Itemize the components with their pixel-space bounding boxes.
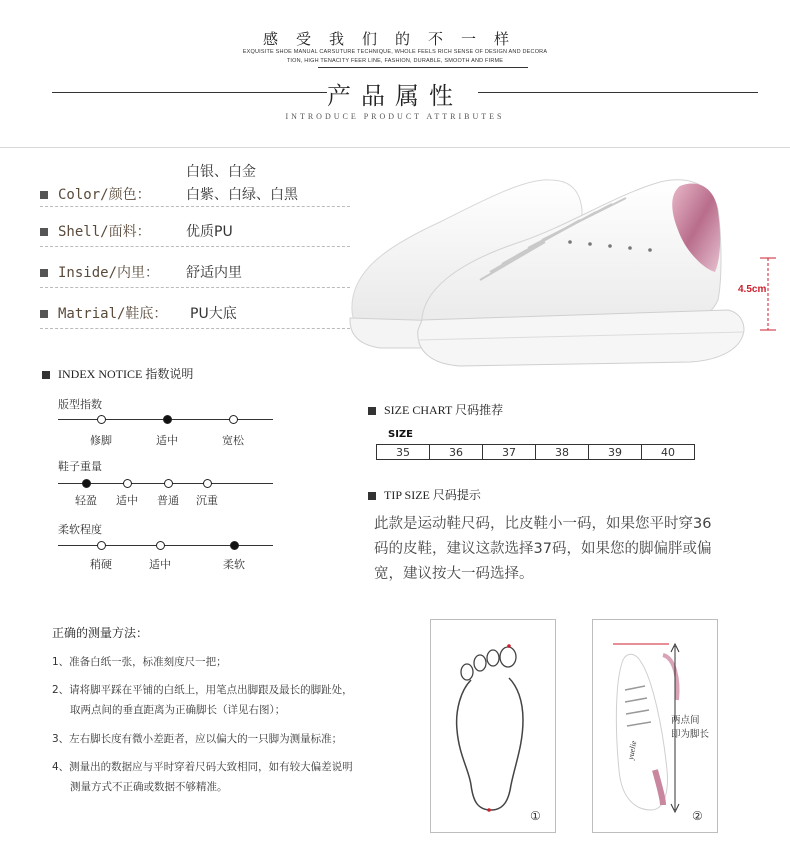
index-weight-option-1: 轻盈 — [75, 494, 97, 507]
figure-2-note-line2: 即为脚长 — [671, 729, 710, 740]
attr-color-value: 白紫、白绿、白黑 — [186, 187, 298, 203]
tip-size-title-text: TIP SIZE 尺码提示 — [384, 488, 481, 502]
index-softness-scale — [58, 545, 273, 546]
measurement-step-4-cont: 测量方式不正确或数据不够精准。 — [70, 781, 228, 793]
index-softness-option-3: 柔软 — [223, 558, 245, 571]
bullet-square — [40, 228, 48, 236]
index-fit-option-3: 宽松 — [222, 434, 244, 447]
dashed-divider — [40, 287, 350, 288]
tip-size-text: 此款是运动鞋尺码，比皮鞋小一码，如果您平时穿36码的皮鞋，建议这款选择37码，如果您的脚偏胖或偏宽，建议按大一码选择。 — [374, 516, 712, 582]
figure-2-number: ② — [692, 809, 703, 823]
attr-sole-label: Matrial/鞋底： — [58, 306, 168, 322]
heel-point — [487, 808, 491, 812]
index-weight-option-4: 沉重 — [196, 494, 218, 507]
slogan-cn: 感受我们的不一样 — [262, 30, 527, 48]
measurement-step-4: 4、测量出的数据应与平时穿着尺码大致相同，如有较大偏差说明 — [52, 761, 353, 773]
measurement-title: 正确的测量方法： — [52, 626, 149, 640]
height-label: 4.5cm — [738, 284, 767, 295]
foot-measure-figure — [430, 619, 556, 833]
size-cell: 40 — [642, 445, 695, 460]
toe-point — [507, 644, 511, 648]
bullet-square — [40, 191, 48, 199]
index-fit-option-2: 适中 — [156, 434, 178, 447]
shoe-measure-figure — [592, 619, 718, 833]
size-cell: 35 — [377, 445, 430, 460]
index-softness-dot-1 — [97, 541, 106, 550]
index-weight-dot-3 — [164, 479, 173, 488]
measurement-step-3: 3、左右脚长度有微小差距者，应以偏大的一只脚为测量标准； — [52, 733, 343, 745]
index-weight-option-3: 普通 — [157, 494, 179, 507]
index-fit-dot-1 — [97, 415, 106, 424]
slogan-en-line2: TION, HIGH TENACITY FEER LINE, FASHION, DURABLE, SMOOTH AND FIRME — [286, 58, 504, 64]
divider — [0, 147, 790, 148]
size-table — [376, 444, 695, 460]
slogan-en-line1: EXQUISITE SHOE MANUAL CARSUTURE TECHNIQUE, WHOLE FEELS RICH SENSE OF DESIGN AND DECORA — [242, 49, 548, 55]
index-softness-dot-2 — [156, 541, 165, 550]
bullet-square — [368, 407, 376, 415]
index-notice-title-text: INDEX NOTICE 指数说明 — [58, 367, 194, 381]
index-weight-dot-2 — [123, 479, 132, 488]
index-softness-option-2: 适中 — [149, 558, 171, 571]
figure-1-number: ① — [530, 809, 541, 823]
figure-2-note-line1: 两点间 — [671, 715, 700, 726]
index-softness-label: 柔软程度 — [58, 523, 102, 536]
dashed-divider — [40, 206, 350, 207]
tip-size-title — [368, 486, 481, 503]
size-cell: 37 — [483, 445, 536, 460]
index-weight-option-2: 适中 — [116, 494, 138, 507]
size-header: SIZE — [388, 429, 414, 440]
shoe-brand-text: yuelie — [626, 739, 639, 761]
measurement-step-2: 2、请将脚平踩在平铺的白纸上，用笔点出脚跟及最长的脚趾处， — [52, 684, 353, 696]
index-fit-dot-3 — [229, 415, 238, 424]
index-softness-dot-3-selected — [230, 541, 239, 550]
attr-sole-value: PU大底 — [190, 306, 237, 322]
attr-inside-label: Inside/内里： — [58, 265, 160, 281]
index-softness-option-1: 稍硬 — [90, 558, 112, 571]
foot-outline-icon — [431, 620, 555, 832]
size-cell: 39 — [589, 445, 642, 460]
size-cell: 38 — [536, 445, 589, 460]
dashed-divider — [40, 328, 350, 329]
attr-inside-value: 舒适内里 — [186, 265, 242, 281]
section-subtitle: INTRODUCE PRODUCT ATTRIBUTES — [285, 112, 505, 121]
bullet-square — [42, 371, 50, 379]
index-notice-title — [42, 365, 193, 382]
size-chart-title-text: SIZE CHART 尺码推荐 — [384, 403, 504, 417]
color-value-line1: 白银、白金 — [186, 164, 256, 180]
attr-shell — [40, 221, 233, 241]
bullet-square — [40, 310, 48, 318]
index-weight-dot-4 — [203, 479, 212, 488]
bullet-square — [40, 269, 48, 277]
sneaker-product-image — [330, 150, 790, 380]
dashed-divider — [40, 246, 350, 247]
attr-shell-label: Shell/面料： — [58, 224, 151, 240]
size-chart-title — [368, 401, 503, 418]
attr-shell-value: 优质PU — [186, 224, 233, 240]
index-fit-option-1: 修脚 — [90, 434, 112, 447]
section-title: 产品属性 — [327, 82, 463, 110]
attr-color-label: Color/颜色： — [58, 187, 151, 203]
header-underline — [318, 67, 528, 68]
size-cell: 36 — [430, 445, 483, 460]
attr-inside — [40, 262, 242, 282]
bullet-square — [368, 492, 376, 500]
attr-sole — [40, 303, 237, 323]
index-fit-dot-2-selected — [163, 415, 172, 424]
measurement-step-2-cont: 取两点间的垂直距离为正确脚长（详见右图）； — [70, 704, 286, 716]
measurement-step-1: 1、准备白纸一张，标准刻度尺一把； — [52, 656, 227, 668]
size-row — [377, 445, 695, 460]
attr-color — [40, 184, 298, 204]
index-fit-label: 版型指数 — [58, 398, 102, 411]
index-weight-dot-1-selected — [82, 479, 91, 488]
index-weight-label: 鞋子重量 — [58, 460, 102, 473]
